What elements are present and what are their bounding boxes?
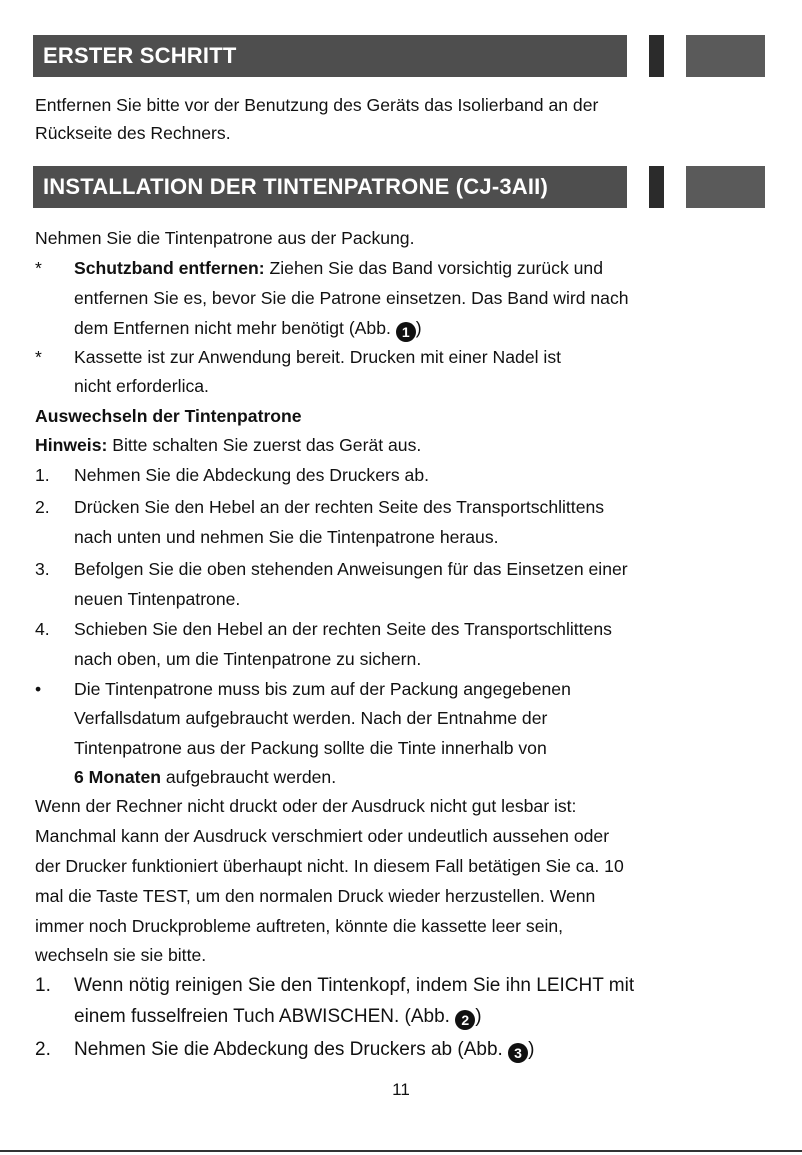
figure-number-badge: 2 — [455, 1010, 475, 1030]
section-heading: ERSTER SCHRITT — [33, 35, 627, 77]
paragraph-line: Manchmal kann der Ausdruck verschmiert oder undeutlich aussehen oder — [35, 826, 610, 846]
section-header-erster-schritt — [33, 35, 765, 77]
header-decoration — [649, 166, 664, 208]
body-text: Entfernen Sie bitte vor der Benutzung des Geräts das Isolierband an der — [35, 95, 599, 115]
bullet-text: Verfallsdatum aufgebraucht werden. Nach der Entnahme der — [74, 708, 548, 728]
step-text: einem fusselfreien Tuch ABWISCHEN. (Abb. 2 ) — [74, 1006, 482, 1028]
paragraph-line: wechseln sie sie bitte. — [35, 945, 207, 965]
step-text: Drücken Sie den Hebel an der rechten Seite des Transportschlittens — [74, 497, 605, 517]
step-number: 1. — [35, 975, 51, 996]
step-text: Wenn nötig reinigen Sie den Tintenkopf, indem Sie ihn LEICHT mit — [74, 975, 635, 996]
section-header-installation — [33, 166, 765, 208]
bullet-text: entfernen Sie es, bevor Sie die Patrone einsetzen. Das Band wird nach — [74, 288, 629, 308]
paragraph-line: mal die Taste TEST, um den normalen Druck wieder herzustellen. Wenn — [35, 886, 596, 906]
step-text: neuen Tintenpatrone. — [74, 589, 241, 609]
step-text: Befolgen Sie die oben stehenden Anweisungen für das Einsetzen einer — [74, 559, 628, 579]
header-decoration-box — [686, 166, 765, 208]
bullet-text: 6 Monaten aufgebraucht werden. — [74, 767, 337, 787]
step-text: Schieben Sie den Hebel an der rechten Seite des Transportschlittens — [74, 619, 612, 639]
bullet-text: dem Entfernen nicht mehr benötigt (Abb. 1 ) — [74, 318, 422, 340]
bullet-bold-label: Schutzband entfernen: — [74, 258, 265, 278]
bullet-text: Kassette ist zur Anwendung bereit. Drucken mit einer Nadel ist — [74, 347, 561, 367]
step-text: nach unten und nehmen Sie die Tintenpatrone heraus. — [74, 527, 499, 547]
intro-text: Nehmen Sie die Tintenpatrone aus der Packung. — [35, 228, 415, 248]
note: Hinweis: Bitte schalten Sie zuerst das Gerät aus. — [35, 435, 422, 455]
bullet-marker: * — [35, 258, 42, 278]
step-text: Nehmen Sie die Abdeckung des Druckers ab. — [74, 465, 430, 485]
paragraph-line: der Drucker funktioniert überhaupt nicht. In diesem Fall betätigen Sie ca. 10 — [35, 856, 624, 876]
step-number: 3. — [35, 559, 50, 579]
page-number: 11 — [392, 1080, 410, 1099]
bullet-text: Tintenpatrone aus der Packung sollte die Tinte innerhalb von — [74, 738, 547, 758]
bullet-marker: * — [35, 347, 42, 367]
bullet-text: Die Tintenpatrone muss bis zum auf der Packung angegebenen — [74, 679, 571, 699]
sub-heading: Auswechseln der Tintenpatrone — [35, 406, 302, 426]
step-text: Nehmen Sie die Abdeckung des Druckers ab (Abb. 3 ) — [74, 1039, 535, 1061]
step-number: 2. — [35, 1039, 51, 1060]
bullet-marker: • — [35, 679, 42, 699]
figure-number-badge: 3 — [508, 1043, 528, 1063]
body-text: Rückseite des Rechners. — [35, 123, 231, 143]
step-number: 1. — [35, 465, 50, 485]
paragraph-line: Wenn der Rechner nicht druckt oder der Ausdruck nicht gut lesbar ist: — [35, 796, 577, 816]
section-heading: INSTALLATION DER TINTENPATRONE (CJ-3AII) — [33, 166, 627, 208]
figure-number-badge: 1 — [396, 322, 416, 342]
header-decoration-box — [686, 35, 765, 77]
bullet-text: nicht erforderlica. — [74, 376, 209, 396]
bullet-text: Schutzband entfernen: Ziehen Sie das Band vorsichtig zurück und — [74, 258, 603, 278]
bottom-rule — [0, 1150, 802, 1152]
step-text: nach oben, um die Tintenpatrone zu sichern. — [74, 649, 422, 669]
step-number: 4. — [35, 619, 50, 639]
paragraph-line: immer noch Druckprobleme auftreten, könnte die kassette leer sein, — [35, 916, 564, 936]
step-number: 2. — [35, 497, 50, 517]
header-decoration — [649, 35, 664, 77]
